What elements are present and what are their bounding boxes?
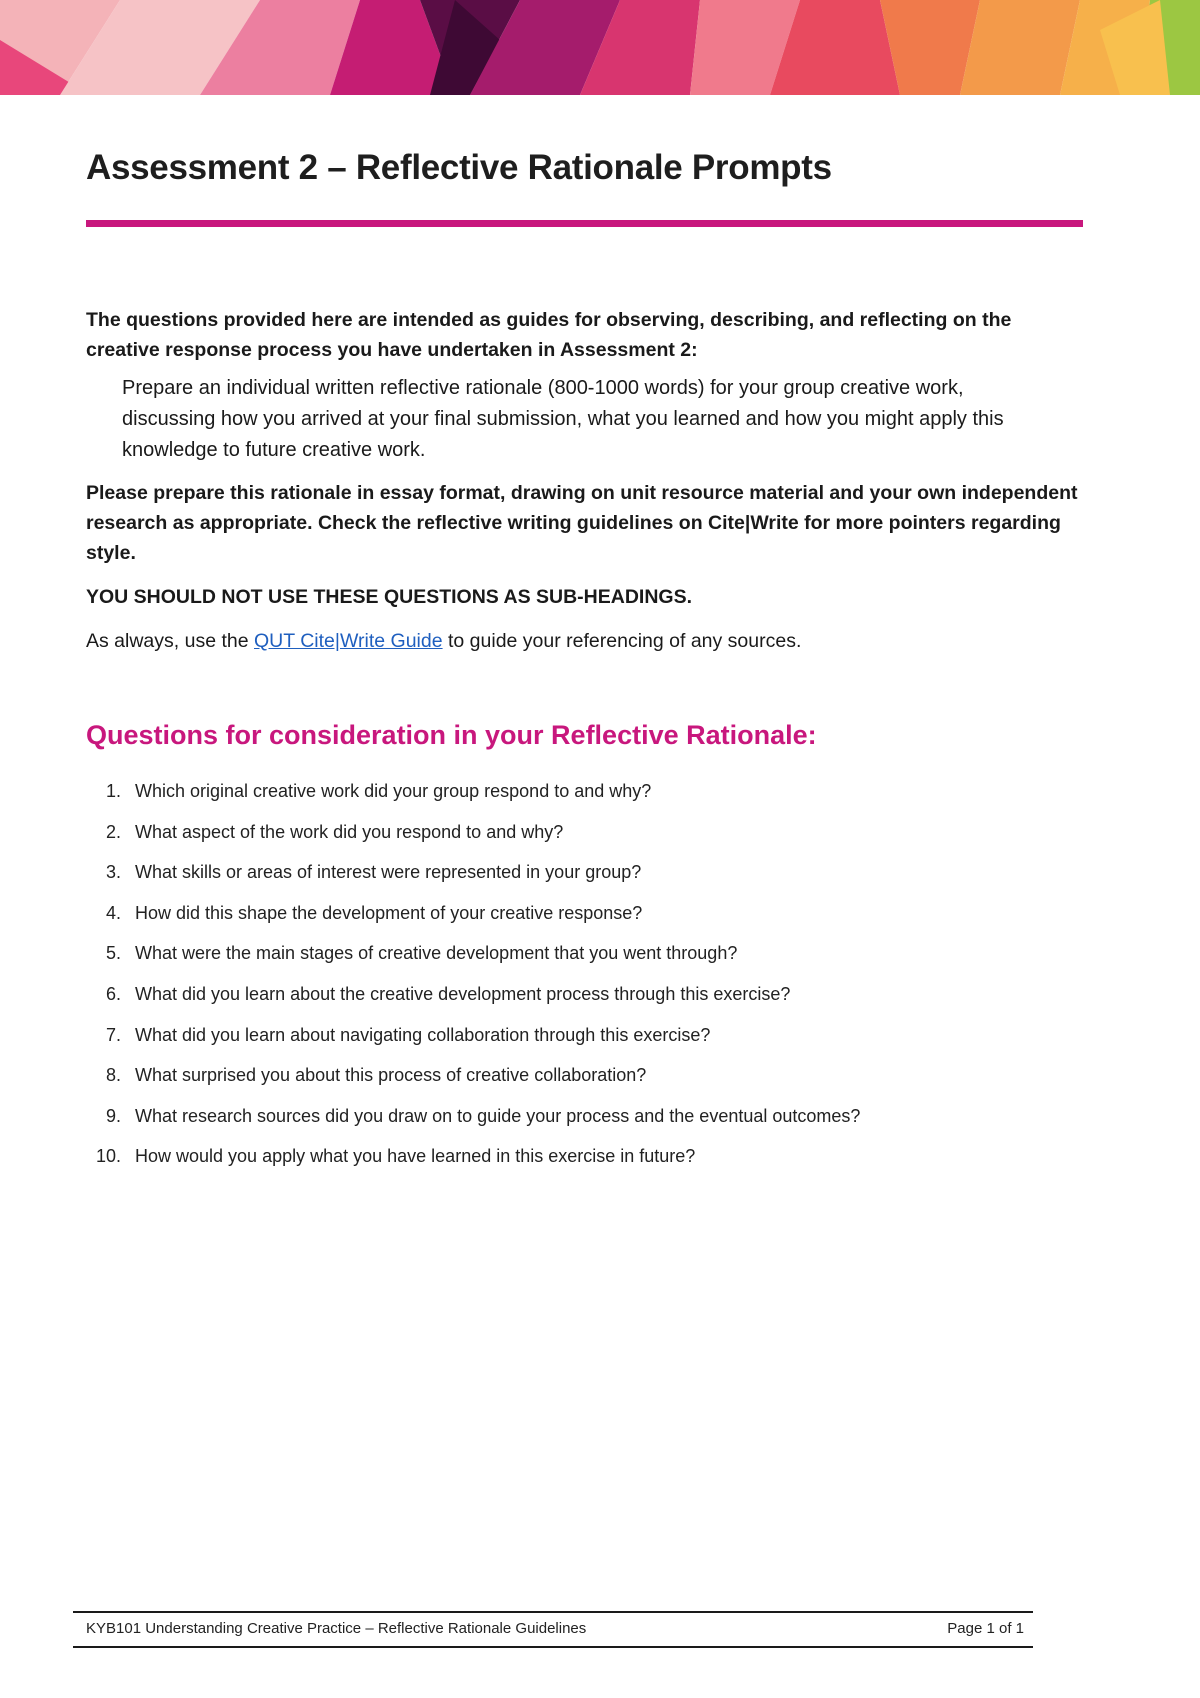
list-item [86,1136,1086,1177]
header-banner [0,0,1200,95]
question-text: What skills or areas of interest were represented in your group? [135,862,642,883]
question-text: Which original creative work did your group respond to and why? [135,781,652,801]
questions-list [86,771,1086,1177]
question-number: 1. [105,781,121,801]
question-text: How would you apply what you have learned in this exercise in future? [135,1146,696,1167]
list-item [86,771,1086,812]
question-text: What research sources did you draw on to guide your process and the eventual outcomes? [135,1105,861,1126]
footer-divider [73,1611,1033,1613]
list-item [86,974,1086,1015]
cite-write-guide-link[interactable]: QUT Cite|Write Guide [254,630,443,652]
list-item [86,852,1086,893]
banner-polygon-art [0,0,1200,95]
list-item [86,1015,1086,1056]
question-number: 7. [105,1024,121,1045]
intro-paragraph: The questions provided here are intended as guides for observing, describing, and reflecting on the creative response process you have undertaken in Assessment 2: [86,309,1012,361]
question-number: 2. [105,821,121,842]
question-number: 9. [105,1105,121,1126]
list-item [86,1096,1086,1137]
list-item [86,1055,1086,1096]
question-text: What aspect of the work did you respond to and why? [135,821,564,842]
footer-course-title: KYB101 Understanding Creative Practice – Reflective Rationale Guidelines [86,1620,587,1637]
question-number: 6. [105,983,121,1004]
referencing-note [86,626,1086,656]
question-text: How did this shape the development of your creative response? [135,902,643,923]
question-text: What surprised you about this process of creative collaboration? [135,1065,647,1086]
question-text: What were the main stages of creative development that you went through? [135,943,738,964]
subheading-warning: YOU SHOULD NOT USE THESE QUESTIONS AS SUB-HEADINGS. [86,586,693,608]
questions-heading: Questions for consideration in your Reflective Rationale: [86,720,817,750]
referencing-text-after: to guide your referencing of any sources. [442,630,802,652]
list-item [86,812,1086,853]
question-number: 3. [105,862,121,883]
footer-page-number: Page 1 of 1 [947,1620,1024,1637]
question-number: 8. [105,1065,121,1086]
assessment-task-quote: Prepare an individual written reflective rationale (800-1000 words) for your group creative work, discussing how you arrived at your final submission, what you learned and how you might apply this knowledge to future creative work. [122,377,1004,461]
question-number: 4. [105,902,121,923]
question-number: 10. [95,1146,121,1167]
question-number: 5. [105,943,121,964]
question-text: What did you learn about navigating collaboration through this exercise? [135,1024,711,1045]
question-text: What did you learn about the creative development process through this exercise? [135,983,791,1004]
page-title: Assessment 2 – Reflective Rationale Prompts [86,148,832,187]
document-body [86,305,1086,1177]
essay-format-note: Please prepare this rationale in essay format, drawing on unit resource material and your own independent research as appropriate. Check the reflective writing guidelines on Cite|Write for more pointers regarding style. [86,482,1078,564]
banner-shard [960,0,1080,95]
footer-bottom-divider [73,1646,1033,1648]
referencing-text-before: As always, use the [86,630,254,652]
list-item [86,933,1086,974]
list-item [86,893,1086,934]
title-divider [86,220,1083,227]
